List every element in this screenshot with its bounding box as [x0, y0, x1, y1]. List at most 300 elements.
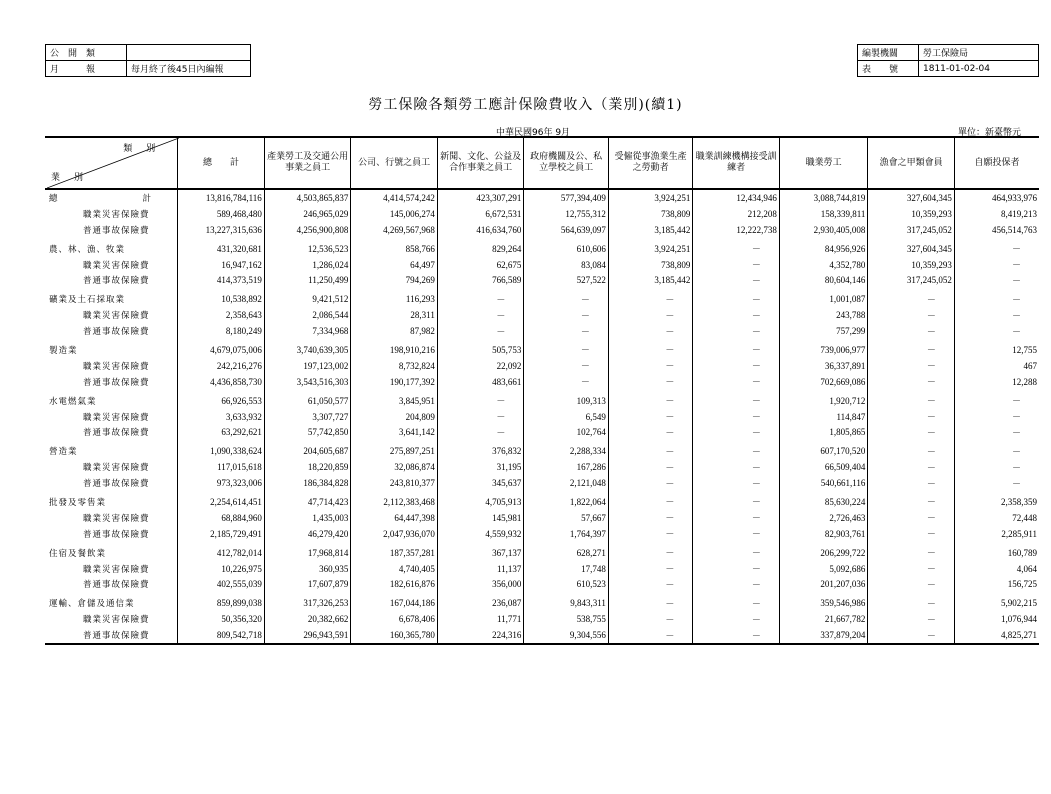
table-cell: 3,185,442 [608, 222, 693, 238]
table-cell: 4,503,865,837 [264, 189, 351, 206]
table-cell: 4,436,858,730 [178, 374, 265, 390]
row-label: 普通事故保險費 [83, 225, 150, 236]
table-cell: 2,121,048 [524, 475, 609, 491]
row-label: 職業災害保險費 [83, 463, 150, 474]
table-cell: 809,542,718 [178, 627, 265, 644]
table-cell: 5,902,215 [954, 592, 1039, 611]
table-subrow [45, 627, 1039, 644]
table-cell: － [954, 257, 1039, 273]
table-cell: － [868, 374, 955, 390]
table-cell: 10,359,293 [868, 257, 955, 273]
row-label: 農、林、漁、牧業 [49, 244, 126, 255]
currency-unit: 單位：新臺幣元 [958, 128, 1022, 138]
table-cell: － [524, 323, 609, 339]
table-subrow [45, 510, 1039, 526]
table-cell: 9,843,311 [524, 592, 609, 611]
table-cell: 739,006,977 [779, 339, 868, 358]
table-cell: 628,271 [524, 542, 609, 561]
table-cell: － [868, 611, 955, 627]
table-cell: 607,170,520 [779, 440, 868, 459]
table-cell: 6,678,406 [351, 611, 438, 627]
table-cell: 11,250,499 [264, 272, 351, 288]
table-cell: 36,337,891 [779, 358, 868, 374]
table-subrow [45, 272, 1039, 288]
row-label: 製造業 [49, 345, 78, 356]
table-cell: 6,549 [524, 409, 609, 425]
table-cell: － [954, 390, 1039, 409]
table-cell: 3,924,251 [608, 189, 693, 206]
table-cell: 46,279,420 [264, 526, 351, 542]
table-cell: 28,311 [351, 307, 438, 323]
row-label: 職業災害保險費 [83, 615, 150, 626]
table-cell: 9,304,556 [524, 627, 609, 644]
table-cell: 3,185,442 [608, 272, 693, 288]
table-cell: 1,076,944 [954, 611, 1039, 627]
table-number-label: 表 號 [858, 61, 919, 77]
table-row [45, 390, 1039, 409]
table-cell: 9,421,512 [264, 288, 351, 307]
table-cell: 412,782,014 [178, 542, 265, 561]
table-cell: 2,930,405,008 [779, 222, 868, 238]
report-frequency-value: 每月終了後45日內編報 [127, 61, 251, 77]
table-cell: － [608, 307, 693, 323]
page-title: 勞工保險各類勞工應計保險費收入（業別)(續1) [368, 97, 683, 113]
table-cell: 464,933,976 [954, 189, 1039, 206]
table-cell: 527,522 [524, 272, 609, 288]
table-body [45, 189, 1039, 644]
table-cell: － [693, 542, 780, 561]
table-cell: － [868, 592, 955, 611]
table-cell: 64,497 [351, 257, 438, 273]
table-cell: 190,177,392 [351, 374, 438, 390]
table-cell: 538,755 [524, 611, 609, 627]
table-cell: 57,742,850 [264, 424, 351, 440]
table-cell: 345,637 [437, 475, 524, 491]
table-cell: 1,001,087 [779, 288, 868, 307]
table-cell: 1,764,397 [524, 526, 609, 542]
table-cell: 367,137 [437, 542, 524, 561]
table-cell: 47,714,423 [264, 491, 351, 510]
table-cell: － [524, 374, 609, 390]
table-cell: － [868, 307, 955, 323]
table-cell: 156,725 [954, 576, 1039, 592]
table-cell: － [608, 475, 693, 491]
table-cell: － [693, 358, 780, 374]
row-label: 運輸、倉儲及通信業 [49, 599, 135, 610]
table-cell: 360,935 [264, 561, 351, 577]
table-cell: 12,536,523 [264, 238, 351, 257]
table-cell: 414,373,519 [178, 272, 265, 288]
table-subrow [45, 475, 1039, 491]
table-cell: 72,448 [954, 510, 1039, 526]
table-cell: 224,316 [437, 627, 524, 644]
table-cell: － [693, 307, 780, 323]
row-label: 普通事故保險費 [45, 627, 178, 644]
table-cell: － [608, 358, 693, 374]
table-cell: － [608, 390, 693, 409]
table-cell: 82,903,761 [779, 526, 868, 542]
table-cell: － [437, 323, 524, 339]
table-cell: 1,286,024 [264, 257, 351, 273]
table-cell: 182,616,876 [351, 576, 438, 592]
table-cell: 198,910,216 [351, 339, 438, 358]
column-header: 公司、行號之員工 [351, 137, 438, 189]
table-cell: － [693, 238, 780, 257]
table-cell: 3,641,142 [351, 424, 438, 440]
table-cell: － [608, 526, 693, 542]
table-cell: 80,604,146 [779, 272, 868, 288]
table-cell: 1,920,712 [779, 390, 868, 409]
table-cell: 337,879,204 [779, 627, 868, 644]
table-cell: 4,256,900,808 [264, 222, 351, 238]
table-cell: － [524, 307, 609, 323]
table-cell: 109,313 [524, 390, 609, 409]
table-cell: － [437, 424, 524, 440]
table-cell: 757,299 [779, 323, 868, 339]
table-cell: － [437, 409, 524, 425]
table-cell: 4,064 [954, 561, 1039, 577]
table-cell: 167,286 [524, 459, 609, 475]
table-cell: － [693, 627, 780, 644]
table-cell: 317,326,253 [264, 592, 351, 611]
table-cell: － [868, 526, 955, 542]
column-header: 職業勞工 [779, 137, 868, 189]
table-cell: 296,943,591 [264, 627, 351, 644]
table-cell: 158,339,811 [779, 206, 868, 222]
table-cell: － [693, 576, 780, 592]
row-label: 營造業 [49, 447, 78, 458]
table-cell: 431,320,681 [178, 238, 265, 257]
row-label: 批發及零售業 [49, 497, 107, 508]
table-cell: － [868, 542, 955, 561]
table-cell: 3,088,744,819 [779, 189, 868, 206]
table-cell: － [693, 374, 780, 390]
table-cell: 2,112,383,468 [351, 491, 438, 510]
table-cell: 116,293 [351, 288, 438, 307]
table-cell: － [868, 424, 955, 440]
column-header: 政府機關及公、私立學校之員工 [524, 137, 609, 189]
table-cell: － [693, 323, 780, 339]
table-row [45, 440, 1039, 459]
table-row [45, 339, 1039, 358]
row-label: 普通事故保險費 [83, 479, 150, 490]
table-cell: 102,764 [524, 424, 609, 440]
table-cell: 11,137 [437, 561, 524, 577]
table-cell: 145,981 [437, 510, 524, 526]
table-cell: 68,884,960 [178, 510, 265, 526]
table-subrow [45, 561, 1039, 577]
table-cell: － [608, 561, 693, 577]
table-cell: 84,956,926 [779, 238, 868, 257]
form-header-right [857, 44, 1039, 77]
table-cell: 50,356,320 [178, 611, 265, 627]
table-cell: － [693, 526, 780, 542]
table-cell: 610,523 [524, 576, 609, 592]
table-subrow [45, 307, 1039, 323]
table-cell: － [693, 424, 780, 440]
table-cell: 187,357,281 [351, 542, 438, 561]
table-cell: 204,809 [351, 409, 438, 425]
table-cell: 4,740,405 [351, 561, 438, 577]
table-cell: － [868, 510, 955, 526]
table-cell: － [693, 409, 780, 425]
table-cell: － [608, 510, 693, 526]
table-cell: 1,822,064 [524, 491, 609, 510]
table-cell: 8,732,824 [351, 358, 438, 374]
table-subrow [45, 222, 1039, 238]
table-cell: － [437, 307, 524, 323]
table-cell: － [954, 307, 1039, 323]
table-cell: － [954, 288, 1039, 307]
column-header: 總 計 [178, 137, 265, 189]
table-row [45, 491, 1039, 510]
table-cell: 3,307,727 [264, 409, 351, 425]
table-cell: 10,359,293 [868, 206, 955, 222]
table-cell: － [437, 288, 524, 307]
table-row [45, 592, 1039, 611]
table-cell: － [693, 475, 780, 491]
table-cell: － [954, 272, 1039, 288]
table-cell: － [868, 440, 955, 459]
table-cell: － [524, 358, 609, 374]
table-cell: － [608, 592, 693, 611]
table-cell: 973,323,006 [178, 475, 265, 491]
corner-header [45, 137, 178, 189]
table-cell: 83,084 [524, 257, 609, 273]
table-cell: 10,226,975 [178, 561, 265, 577]
row-label: 職業災害保險費 [83, 513, 150, 524]
table-cell: 236,087 [437, 592, 524, 611]
table-cell: 3,924,251 [608, 238, 693, 257]
table-cell: 8,180,249 [178, 323, 265, 339]
table-cell: 160,365,780 [351, 627, 438, 644]
table-cell: 359,546,986 [779, 592, 868, 611]
table-cell: 423,307,291 [437, 189, 524, 206]
table-cell: 275,897,251 [351, 440, 438, 459]
table-cell: － [868, 358, 955, 374]
table-cell: 22,092 [437, 358, 524, 374]
table-cell: － [693, 459, 780, 475]
table-cell: 3,740,639,305 [264, 339, 351, 358]
column-header: 受僱從事漁業生產之勞動者 [608, 137, 693, 189]
column-header: 自願投保者 [954, 137, 1039, 189]
table-cell: 18,220,859 [264, 459, 351, 475]
table-subrow [45, 206, 1039, 222]
table-cell: 2,358,643 [178, 307, 265, 323]
table-cell: － [608, 459, 693, 475]
row-label: 普通事故保險費 [83, 428, 150, 439]
table-cell: 204,605,687 [264, 440, 351, 459]
table-cell: － [524, 339, 609, 358]
corner-category-label: 類別 [123, 144, 170, 154]
table-cell: － [868, 339, 955, 358]
table-cell: 610,606 [524, 238, 609, 257]
report-period: 中華民國96年 9月 [496, 128, 571, 138]
table-cell: 2,254,614,451 [178, 491, 265, 510]
row-label: 普通事故保險費 [83, 327, 150, 338]
table-cell: 4,679,075,006 [178, 339, 265, 358]
column-header: 新聞、文化、公益及合作事業之員工 [437, 137, 524, 189]
table-subrow [45, 526, 1039, 542]
table-cell: 7,334,968 [264, 323, 351, 339]
table-cell: 483,661 [437, 374, 524, 390]
row-label: 職業災害保險費 [83, 361, 150, 372]
public-class-label: 公 開 類 [46, 45, 127, 61]
table-subrow [45, 257, 1039, 273]
table-cell: － [608, 627, 693, 644]
table-cell: － [693, 561, 780, 577]
table-cell: － [868, 561, 955, 577]
table-cell: 62,675 [437, 257, 524, 273]
table-cell: 376,832 [437, 440, 524, 459]
report-frequency-label: 月 報 [46, 61, 127, 77]
table-cell: 13,816,784,116 [178, 189, 265, 206]
table-cell: 1,435,003 [264, 510, 351, 526]
table-cell: 794,269 [351, 272, 438, 288]
table-cell: 317,245,052 [868, 272, 955, 288]
table-cell: 17,968,814 [264, 542, 351, 561]
row-label: 職業災害保險費 [83, 412, 150, 423]
table-cell: 21,667,782 [779, 611, 868, 627]
table-cell: － [868, 491, 955, 510]
table-cell: 167,044,186 [351, 592, 438, 611]
table-cell: 327,604,345 [868, 238, 955, 257]
table-cell: 246,965,029 [264, 206, 351, 222]
form-header-left [45, 44, 251, 77]
table-cell: 20,382,662 [264, 611, 351, 627]
row-label: 礦業及土石採取業 [49, 295, 126, 306]
table-cell: 589,468,480 [178, 206, 265, 222]
table-cell: 31,195 [437, 459, 524, 475]
table-cell: 6,672,531 [437, 206, 524, 222]
column-header: 漁會之甲類會員 [868, 137, 955, 189]
table-cell: 2,726,463 [779, 510, 868, 526]
table-cell: － [868, 475, 955, 491]
table-cell: 64,447,398 [351, 510, 438, 526]
table-cell: － [608, 288, 693, 307]
table-cell: － [608, 542, 693, 561]
table-cell: 402,555,039 [178, 576, 265, 592]
table-cell: 63,292,621 [178, 424, 265, 440]
table-cell: － [693, 611, 780, 627]
table-row [45, 189, 1039, 206]
table-cell: － [954, 459, 1039, 475]
table-cell: － [868, 459, 955, 475]
table-subrow [45, 459, 1039, 475]
table-subrow [45, 323, 1039, 339]
table-subrow [45, 576, 1039, 592]
table-cell: 12,288 [954, 374, 1039, 390]
table-cell: － [868, 409, 955, 425]
table-cell: － [693, 440, 780, 459]
table-cell: 540,661,116 [779, 475, 868, 491]
table-cell: 2,185,729,491 [178, 526, 265, 542]
table-cell: 32,086,874 [351, 459, 438, 475]
table-cell: 738,809 [608, 206, 693, 222]
table-cell: 702,669,086 [779, 374, 868, 390]
table-cell: 317,245,052 [868, 222, 955, 238]
table-cell: 114,847 [779, 409, 868, 425]
table-cell: － [954, 424, 1039, 440]
table-cell: － [693, 510, 780, 526]
table-cell: 4,825,271 [954, 627, 1039, 644]
table-cell: 577,394,409 [524, 189, 609, 206]
table-cell: 3,543,516,303 [264, 374, 351, 390]
table-cell: 242,216,276 [178, 358, 265, 374]
table-cell: － [608, 440, 693, 459]
table-cell: 87,982 [351, 323, 438, 339]
table-cell: － [608, 409, 693, 425]
table-cell: 859,899,038 [178, 592, 265, 611]
table-cell: － [608, 611, 693, 627]
table-cell: － [868, 288, 955, 307]
table-cell: － [608, 576, 693, 592]
table-cell: － [693, 592, 780, 611]
table-cell: － [608, 323, 693, 339]
row-label: 普通事故保險費 [83, 377, 150, 388]
table-cell: 243,810,377 [351, 475, 438, 491]
table-cell: 4,705,913 [437, 491, 524, 510]
table-cell: 5,092,686 [779, 561, 868, 577]
table-cell: 117,015,618 [178, 459, 265, 475]
compiling-agency-label: 編製機關 [858, 45, 919, 61]
table-cell: 738,809 [608, 257, 693, 273]
table-cell: 10,538,892 [178, 288, 265, 307]
column-header: 產業勞工及交通公用事業之員工 [264, 137, 351, 189]
table-cell: 2,288,334 [524, 440, 609, 459]
table-cell: 12,755,312 [524, 206, 609, 222]
table-cell: 4,352,780 [779, 257, 868, 273]
table-cell: 186,384,828 [264, 475, 351, 491]
table-cell: － [954, 323, 1039, 339]
compiling-agency-value: 勞工保險局 [919, 45, 1039, 61]
table-cell: － [608, 424, 693, 440]
table-cell: 66,926,553 [178, 390, 265, 409]
table-cell: 4,559,932 [437, 526, 524, 542]
table-subrow [45, 611, 1039, 627]
table-cell: 456,514,763 [954, 222, 1039, 238]
table-cell: － [868, 627, 955, 644]
table-cell: － [693, 390, 780, 409]
table-subrow [45, 409, 1039, 425]
table-cell: 206,299,722 [779, 542, 868, 561]
table-cell: － [524, 288, 609, 307]
column-header: 職業訓練機構接受訓練者 [693, 137, 780, 189]
row-label: 職業災害保險費 [83, 260, 150, 271]
table-cell: 505,753 [437, 339, 524, 358]
table-cell: 11,771 [437, 611, 524, 627]
table-cell: － [868, 323, 955, 339]
table-subrow [45, 374, 1039, 390]
table-cell: － [608, 491, 693, 510]
table-number-value: 1811-01-02-04 [919, 61, 1039, 77]
table-cell: 85,630,224 [779, 491, 868, 510]
table-cell: 4,269,567,968 [351, 222, 438, 238]
table-row [45, 542, 1039, 561]
row-label: 普通事故保險費 [83, 529, 150, 540]
table-cell: － [693, 288, 780, 307]
row-label: 職業災害保險費 [83, 209, 150, 220]
table-row [45, 288, 1039, 307]
table-cell: － [954, 475, 1039, 491]
table-cell: － [693, 339, 780, 358]
row-label: 職業災害保險費 [83, 311, 150, 322]
table-cell: 12,434,946 [693, 189, 780, 206]
table-cell: 201,207,036 [779, 576, 868, 592]
table-cell: 1,805,865 [779, 424, 868, 440]
table-cell: － [608, 374, 693, 390]
table-cell: － [868, 576, 955, 592]
